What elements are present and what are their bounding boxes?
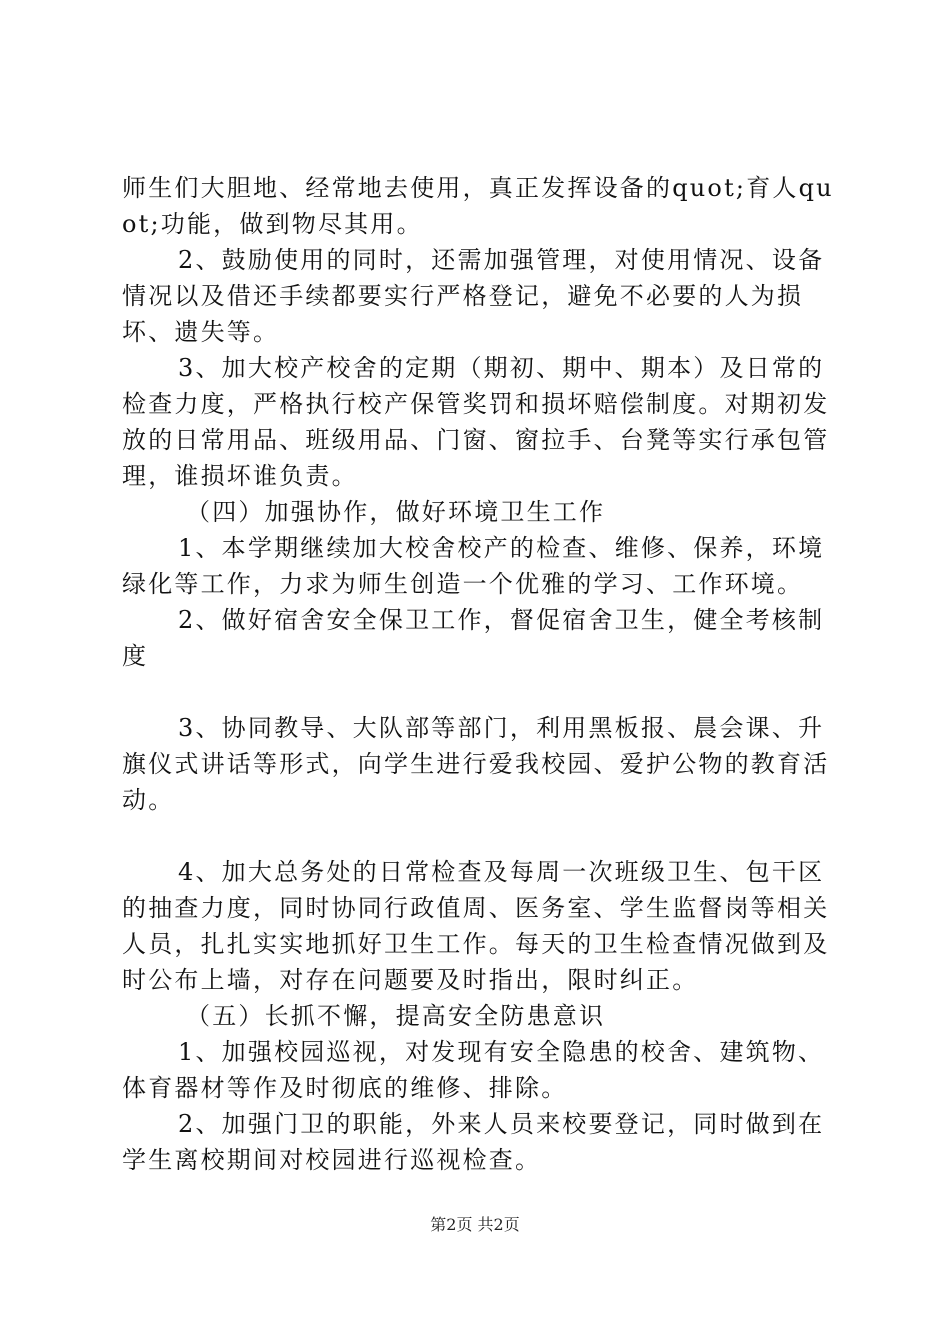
document-body xyxy=(122,170,844,1178)
paragraph-section4-item-2: 2、做好宿舍安全保卫工作，督促宿舍卫生，健全考核制度 xyxy=(122,606,825,670)
paragraph-section4-item-4: 4、加大总务处的日常检查及每周一次班级卫生、包干区的抽查力度，同时协同行政值周、医务室、学生监督岗等相关人员，扎扎实实地抓好卫生工作。每天的卫生检查情况做到及时公布上墙，对存在问题要及时指出，限时纠正。 xyxy=(122,858,830,994)
section-heading-5: （五）长抓不懈，提高安全防患意识 xyxy=(186,1002,606,1030)
paragraph-item-2-management: 2、鼓励使用的同时，还需加强管理，对使用情况、设备情况以及借还手续都要实行严格登记，避免不必要的人为损坏、遗失等。 xyxy=(122,246,825,346)
blank-line xyxy=(122,818,844,854)
section-heading-4: （四）加强协作，做好环境卫生工作 xyxy=(186,498,606,526)
page-number-footer: 第2页 共2页 xyxy=(430,1215,520,1234)
paragraph-section4-item-3: 3、协同教导、大队部等部门，利用黑板报、晨会课、升旗仪式讲话等形式，向学生进行爱我校园、爱护公物的教育活动。 xyxy=(122,714,830,814)
paragraph-section5-item-1: 1、加强校园巡视，对发现有安全隐患的校舍、建筑物、体育器材等作及时彻底的维修、排除。 xyxy=(122,1038,825,1102)
paragraph-section5-item-2: 2、加强门卫的职能，外来人员来校要登记，同时做到在学生离校期间对校园进行巡视检查。 xyxy=(122,1110,825,1174)
paragraph-continuation: 师生们大胆地、经常地去使用，真正发挥设备的quot;育人quot;功能，做到物尽其用。 xyxy=(122,174,834,238)
blank-line xyxy=(122,674,844,710)
paragraph-item-3-inspection: 3、加大校产校舍的定期（期初、期中、期本）及日常的检查力度，严格执行校产保管奖罚和损坏赔偿制度。对期初发放的日常用品、班级用品、门窗、窗拉手、台凳等实行承包管理，谁损坏谁负责。 xyxy=(122,354,830,490)
paragraph-section4-item-1: 1、本学期继续加大校舍校产的检查、维修、保养，环境绿化等工作，力求为师生创造一个优雅的学习、工作环境。 xyxy=(122,534,825,598)
